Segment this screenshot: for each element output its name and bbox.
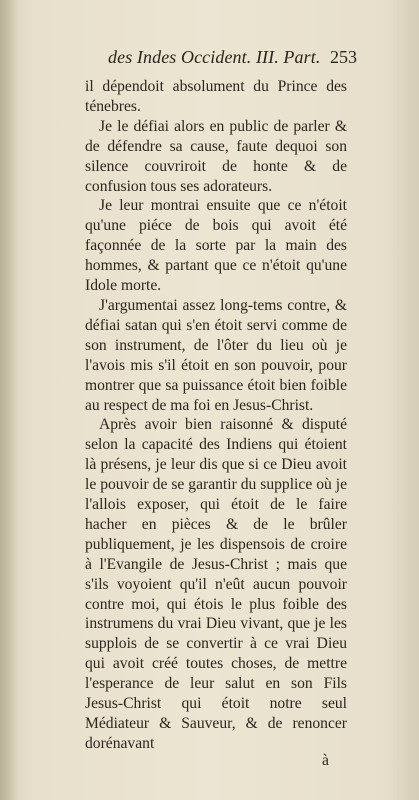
- page-header: [0, 47, 419, 71]
- paragraph: Je leur montrai ensuite que ce n'étoit qu'une piéce de bois qui avoit été façonnée de la sorte par la main des hommes, & partant que ce n'étoit qu'une Idole morte.: [85, 197, 347, 295]
- page-number: 253: [330, 47, 357, 67]
- paragraph: il dépendoit absolument du Prince des ténebres.: [85, 78, 347, 115]
- page-gutter-shadow: [0, 0, 18, 800]
- paragraph: Je le défiai alors en public de parler & de défendre sa cause, faute dequoi son silence couvriroit de honte & de confusion tous ses adorateurs.: [85, 117, 347, 195]
- body-text: [85, 77, 347, 754]
- paragraph: Après avoir bien raisonné & disputé selon la capacité des Indiens qui étoient là présens, je leur dis que si ce Dieu avoit le pouvoir de se garantir du supplice où je l'allois exposer, qui étoit de le faire hacher en pièces & de le brûler publiquement, je les dispensois de croire à l'Evangile de Jesus-Christ ; mais que s'ils voyoient qu'il n'eût aucun pouvoir contre moi, qui étois le plus foible des instrumens du vrai Dieu vivant, que je les supplois de se convertir à ce vrai Dieu qui avoit créé toutes choses, de mettre l'esperance de leur salut en son Fils Jesus-Christ qui étoit notre seul Médiateur & Sauveur, & de renoncer dorénavant: [85, 416, 347, 752]
- paragraph: J'argumentai assez long-tems contre, & défiai satan qui s'en étoit servi comme de son instrument, de l'ôter du lieu où je l'avois mis s'il étoit en son pouvoir, pour montrer que sa puissance étoit bien foible au respect de ma foi en Jesus-Christ.: [85, 296, 347, 414]
- running-title: des Indes Occident. III. Part.: [108, 47, 321, 67]
- catchword: à: [322, 752, 329, 769]
